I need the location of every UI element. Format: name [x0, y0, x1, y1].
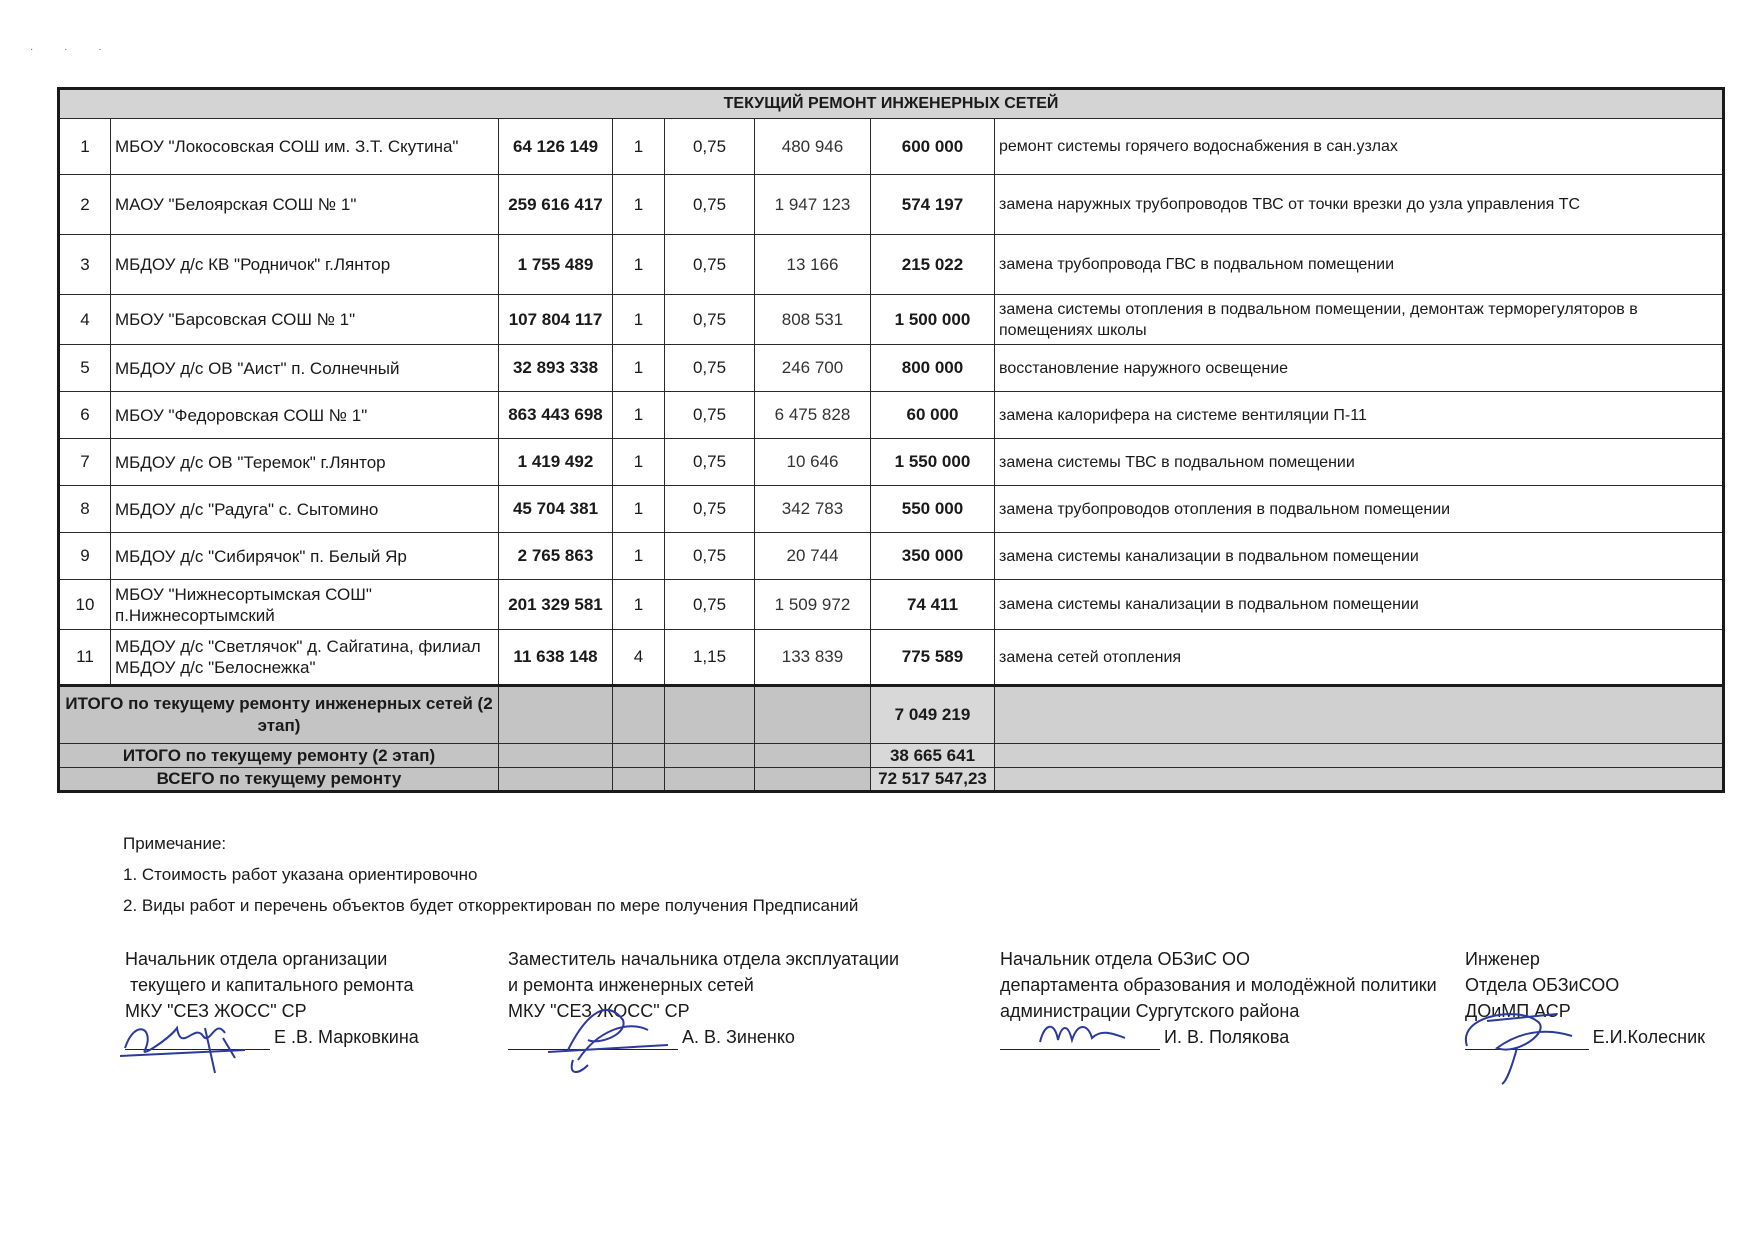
signer-title: и ремонта инженерных сетей	[508, 975, 754, 995]
signer-title: текущего и капитального ремонта	[125, 975, 414, 995]
work-description: замена трубопроводов отопления в подвальном помещении	[995, 486, 1724, 533]
object-name: МБОУ "Федоровская СОШ № 1"	[111, 392, 499, 439]
signer-title: департамента образования и молодёжной политики	[1000, 975, 1437, 995]
handwritten-signature	[1030, 1012, 1140, 1052]
coefficient: 1,15	[665, 630, 755, 686]
balance-cost: 201 329 581	[499, 580, 613, 630]
work-description: замена трубопровода ГВС в подвальном помещении	[995, 235, 1724, 295]
total-value: 72 517 547,23	[871, 768, 995, 792]
table-row	[59, 533, 1724, 580]
signer-name: А. В. Зиненко	[682, 1027, 795, 1047]
row-number: 4	[59, 295, 111, 345]
handwritten-signature	[528, 990, 678, 1080]
table-row	[59, 486, 1724, 533]
count: 1	[613, 295, 665, 345]
coefficient: 0,75	[665, 175, 755, 235]
coefficient: 0,75	[665, 119, 755, 175]
signer-org: МКУ "СЕЗ ЖОСС" СР	[508, 1001, 690, 1021]
signer-title: Инженер	[1465, 949, 1540, 969]
signer-title: Начальник отдела организации	[125, 949, 388, 969]
row-number: 3	[59, 235, 111, 295]
balance-cost: 863 443 698	[499, 392, 613, 439]
handwritten-signature	[115, 998, 265, 1078]
count: 1	[613, 580, 665, 630]
object-name: МБОУ "Локосовская СОШ им. З.Т. Скутина"	[111, 119, 499, 175]
balance-cost: 45 704 381	[499, 486, 613, 533]
table-row	[59, 235, 1724, 295]
balance-cost: 259 616 417	[499, 175, 613, 235]
row-number: 11	[59, 630, 111, 686]
signature-block	[508, 946, 908, 1050]
repair-sum: 600 000	[871, 119, 995, 175]
total-label: ИТОГО по текущему ремонту инженерных сетей (2 этап)	[59, 686, 499, 744]
work-description: ремонт системы горячего водоснабжения в сан.узлах	[995, 119, 1724, 175]
calculated-limit: 1 947 123	[755, 175, 871, 235]
calculated-limit: 808 531	[755, 295, 871, 345]
coefficient: 0,75	[665, 235, 755, 295]
work-description: восстановление наружного освещение	[995, 345, 1724, 392]
total-row-stage	[59, 744, 1724, 768]
total-value: 38 665 641	[871, 744, 995, 768]
work-description: замена калорифера на системе вентиляции П-11	[995, 392, 1724, 439]
table-row	[59, 630, 1724, 686]
signer-title: Заместитель начальника отдела эксплуатации	[508, 949, 900, 969]
count: 1	[613, 235, 665, 295]
table-row	[59, 295, 1724, 345]
row-number: 2	[59, 175, 111, 235]
object-name: МБДОУ д/с ОВ "Теремок" г.Лянтор	[111, 439, 499, 486]
row-number: 6	[59, 392, 111, 439]
notes-block	[123, 834, 858, 927]
signer-title: Отдела ОБЗиСОО	[1465, 975, 1620, 995]
coefficient: 0,75	[665, 392, 755, 439]
section-header-row	[59, 89, 1724, 119]
signer-name: И. В. Полякова	[1164, 1027, 1290, 1047]
calculated-limit: 13 166	[755, 235, 871, 295]
object-name: МБДОУ д/с "Светлячок" д. Сайгатина, филиал МБДОУ д/с "Белоснежка"	[111, 630, 499, 686]
repair-sum: 350 000	[871, 533, 995, 580]
signer-title: Начальник отдела ОБЗиС ОО	[1000, 949, 1250, 969]
repair-sum: 1 550 000	[871, 439, 995, 486]
object-name: МБДОУ д/с КВ "Родничок" г.Лянтор	[111, 235, 499, 295]
scan-artifact: · · ·	[30, 44, 116, 55]
balance-cost: 32 893 338	[499, 345, 613, 392]
section-title: ТЕКУЩИЙ РЕМОНТ ИНЖЕНЕРНЫХ СЕТЕЙ	[59, 89, 1724, 119]
repair-sum: 550 000	[871, 486, 995, 533]
count: 1	[613, 392, 665, 439]
calculated-limit: 246 700	[755, 345, 871, 392]
balance-cost: 1 419 492	[499, 439, 613, 486]
object-name: МБОУ "Барсовская СОШ № 1"	[111, 295, 499, 345]
work-description: замена системы отопления в подвальном помещении, демонтаж терморегуляторов в помещениях школы	[995, 295, 1724, 345]
coefficient: 0,75	[665, 295, 755, 345]
calculated-limit: 20 744	[755, 533, 871, 580]
object-name: МБДОУ д/с "Радуга" с. Сытомино	[111, 486, 499, 533]
table-row	[59, 345, 1724, 392]
repair-table	[57, 87, 1725, 793]
table-row	[59, 175, 1724, 235]
total-value: 7 049 219	[871, 686, 995, 744]
note-item: 1. Стоимость работ указана ориентировочно	[123, 865, 478, 884]
table-row	[59, 392, 1724, 439]
object-name: МАОУ "Белоярская СОШ № 1"	[111, 175, 499, 235]
work-description: замена системы канализации в подвальном помещении	[995, 580, 1724, 630]
signer-org: ДОиМП АСР	[1465, 1001, 1571, 1021]
work-description: замена наружных трубопроводов ТВС от точки врезки до узла управления ТС	[995, 175, 1724, 235]
total-row-networks	[59, 686, 1724, 744]
signer-org: МКУ "СЕЗ ЖОСС" СР	[125, 1001, 307, 1021]
count: 1	[613, 486, 665, 533]
coefficient: 0,75	[665, 533, 755, 580]
count: 1	[613, 345, 665, 392]
coefficient: 0,75	[665, 345, 755, 392]
notes-title: Примечание:	[123, 834, 227, 853]
balance-cost: 1 755 489	[499, 235, 613, 295]
signature-block	[125, 946, 455, 1050]
calculated-limit: 1 509 972	[755, 580, 871, 630]
calculated-limit: 342 783	[755, 486, 871, 533]
coefficient: 0,75	[665, 486, 755, 533]
work-description: замена системы канализации в подвальном помещении	[995, 533, 1724, 580]
repair-sum: 574 197	[871, 175, 995, 235]
row-number: 7	[59, 439, 111, 486]
object-name: МБОУ "Нижнесортымская СОШ" п.Нижнесортымский	[111, 580, 499, 630]
note-item: 2. Виды работ и перечень объектов будет откорректирован по мере получения Предписаний	[123, 896, 859, 915]
signature-block	[1000, 946, 1440, 1050]
total-label: ИТОГО по текущему ремонту (2 этап)	[59, 744, 499, 768]
object-name: МБДОУ д/с ОВ "Аист" п. Солнечный	[111, 345, 499, 392]
count: 4	[613, 630, 665, 686]
repair-sum: 800 000	[871, 345, 995, 392]
calculated-limit: 6 475 828	[755, 392, 871, 439]
handwritten-signature	[1457, 986, 1607, 1086]
row-number: 5	[59, 345, 111, 392]
balance-cost: 11 638 148	[499, 630, 613, 686]
signer-org: администрации Сургутского района	[1000, 1001, 1300, 1021]
repair-sum: 775 589	[871, 630, 995, 686]
table-row	[59, 439, 1724, 486]
balance-cost: 64 126 149	[499, 119, 613, 175]
row-number: 10	[59, 580, 111, 630]
balance-cost: 2 765 863	[499, 533, 613, 580]
count: 1	[613, 439, 665, 486]
repair-sum: 74 411	[871, 580, 995, 630]
total-label: ВСЕГО по текущему ремонту	[59, 768, 499, 792]
count: 1	[613, 175, 665, 235]
balance-cost: 107 804 117	[499, 295, 613, 345]
work-description: замена системы ТВС в подвальном помещении	[995, 439, 1724, 486]
row-number: 9	[59, 533, 111, 580]
table-row	[59, 580, 1724, 630]
coefficient: 0,75	[665, 439, 755, 486]
repair-sum: 60 000	[871, 392, 995, 439]
calculated-limit: 480 946	[755, 119, 871, 175]
signer-name: Е .В. Марковкина	[274, 1027, 419, 1047]
coefficient: 0,75	[665, 580, 755, 630]
repair-sum: 215 022	[871, 235, 995, 295]
count: 1	[613, 119, 665, 175]
signature-block	[1465, 946, 1705, 1050]
work-description: замена сетей отопления	[995, 630, 1724, 686]
repair-sum: 1 500 000	[871, 295, 995, 345]
calculated-limit: 10 646	[755, 439, 871, 486]
signer-name: Е.И.Колесник	[1592, 1027, 1705, 1047]
row-number: 1	[59, 119, 111, 175]
row-number: 8	[59, 486, 111, 533]
table-row	[59, 119, 1724, 175]
count: 1	[613, 533, 665, 580]
total-row-grand	[59, 768, 1724, 792]
object-name: МБДОУ д/с "Сибирячок" п. Белый Яр	[111, 533, 499, 580]
calculated-limit: 133 839	[755, 630, 871, 686]
